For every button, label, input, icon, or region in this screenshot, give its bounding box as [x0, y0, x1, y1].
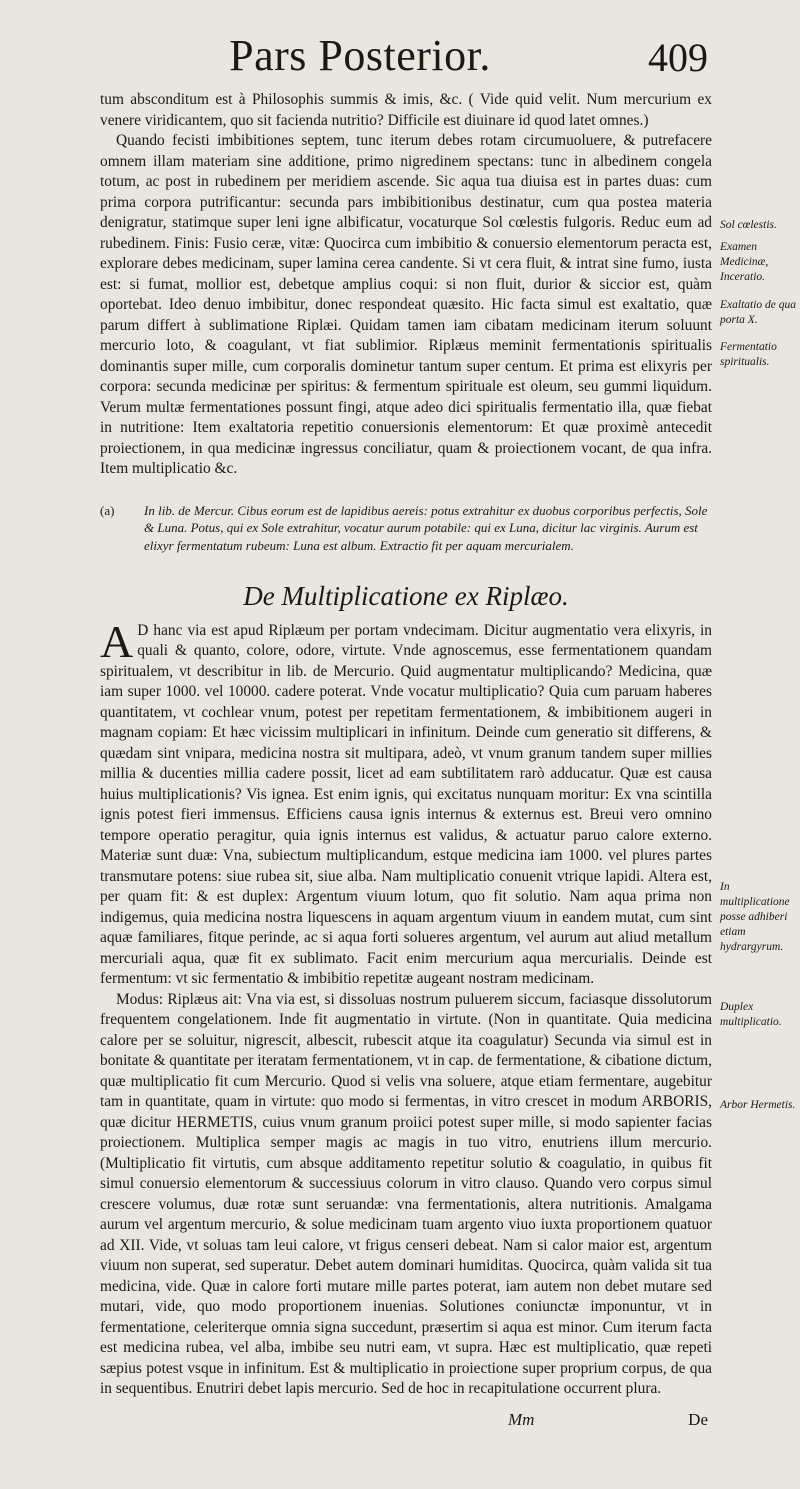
- margin-note-examen: Examen Medicinæ, Inceratio.: [720, 241, 769, 283]
- margin-note-duplex: Duplex multiplicatio.: [720, 1001, 782, 1028]
- signature-mark: Mm: [508, 1410, 535, 1429]
- margin-note-fermentatio: Fermentatio spiritualis.: [720, 341, 777, 368]
- footnote-mark: (a): [100, 502, 115, 518]
- paragraph-1: tum absconditum est à Philosophis summis & imis, &c. ( Vide quid velit. Num mercurium ex venere viridicantem, quo sit facienda nutritio? Difficile est diuinare id quod latet omnes.): [100, 91, 712, 129]
- paragraph-3-text: D hanc via est apud Riplæum per portam vndecimam. Dicitur augmentatio vera elixyris, in quali & quanto, colore, odore, virtute. Vnde agnoscemus, esse fermentationem quandam spiritualem, vt describitur in lib. de Mercurio. Quid augmentatur multiplicando? Medicina, quæ iam super 1000. vel 10000. cadere poterat. Vnde vocatur multiplicatio? Quia cum paruam haberes quantitatem, vt cochlear vnum, potest per repetitam fermentationem, & imbibitionem augeri in magnam copiam: Et hæc vicissim multiplicari in infinitum. Deinde cum generatio sit differens, & quædam sint vnipara, medicina nostra sit multipara, adeò, vt vnum granum tandem super millies millia & ducenties millia cadere possit, licet ad eam subtilitatem rarò adducatur. Quæ est causa huius multiplicationis? Vis ignea. Est enim ignis, qui excitatus nunquam moritur: Ex vna scintilla ignis potest fieri immensus. Efficiens causa ignis internus & externus est. Breui vero omnino tempore operatio peragitur, quia ignis internus est validus, & actuatur paruo calore externo. Materiæ sunt duæ: Vna, subiectum multiplicandum, estque medicina iam 1000. vel plures partes transmutare potens: siue rubea sit, siue alba. Nam multiplicatio conuenit vtrique lapidi. Altera est, per quam fit: & est duplex: Argentum viuum lotum, quo fit solutio. Nam aqua prima non indigemus, quia medicina nostra liquescens in aquam argentum viuum in eandem mutat, cum sint aquæ familiares, fitque perinde, ac si aqua forti solueres argentum, vel aurum aut aliud metallum mercuriali aqua, quæ fit ex sublimato. Facit enim mercurium aqua mercurialis. Deinde est fermentum: vt sic fermentatio & imbibitio repetitæ augeant nostram medicinam.: [100, 621, 712, 987]
- footnote-text: In lib. de Mercur. Cibus eorum est de lapidibus aereis: potus extrahitur ex duobus corporibus perfectis, Sole & Luna. Potus, qui ex Sole extrahitur, vocatur aurum potabile: qui ex Luna, dicitur lac virginis. Aurum est elixyr fermentatum rubeum: Luna est album. Extractio fit per aquam mercurialem.: [144, 502, 708, 553]
- margin-note-exaltatio: Exaltatio de qua porta X.: [720, 299, 797, 326]
- running-head-title: Pars Posterior.: [229, 31, 491, 80]
- paragraph-2: Quando fecisti imbibitiones septem, tunc iterum debes rotam circumuoluere, & putrefacere omnem illam materiam sine additione, primo nigredinem spectans: tunc in albedinem congela totum, ac post in rubedinem per meridiem ascende. Sic aqua tua diuisa est in partes duas: cum prima corpora putrificantur: secunda pars imbibitionibus destinatur, cum qua postea materia denigratur, statimque super leni igne albificatur, vocaturque Sol cœlestis fulgoris. Reduc eum ad rubedinem. Finis: Fusio ceræ, vitæ: Quocirca cum imbibitio & conuersio elementorum peracta est, explorare debes medicinam, super lamina cerea candente. Si vt cera fluit, & intrat sine fumo, iusta est: si fumat, mollior est, debetque amplius coqui: si non fluit, durior & siccior est, quàm oportebat. Ideo denuo imbibitur, donec respondeat quæsito. Hic facta simul est exaltatio, quæ parum differt à sublimatione Riplæi. Quidam tamen iam cibatam medicinam iterum soluunt mercurio loto, & coagulant, vt fiat sublimior. Riplæus meminit fermentationis spiritualis dominantis super mille, cum corporalis dominetur tantum super centum. Et prima est elixyris per corpora: secunda medicinæ per spiritus: & fermentum spirituale est oleum, seu gummi liquidum. Verum multæ fermentationes possunt fingi, atque adeo dici spiritualis fermentatio illa, quæ fiebat in nutritione: Item exaltatoria repetitio conuersionis elementorum: Et quæ proximè antecedit proiectionem, in qua medicinæ ingressus conciliatur, quam & proiectionem vocant, de qua infra. Item multiplicatio &c.: [100, 132, 712, 477]
- margin-note-sol: Sol cœlestis.: [720, 219, 777, 231]
- footnote: [100, 502, 712, 555]
- catchword: De: [688, 1410, 708, 1429]
- page-number: 409: [648, 35, 708, 80]
- paragraph-3: [100, 615, 712, 990]
- margin-note-hydrargyrum: In multiplicatione posse adhiberi etiam hydrargyrum.: [720, 881, 790, 953]
- paragraph-4: Modus: Riplæus ait: Vna via est, si dissoluas nostrum puluerem siccum, faciasque dissolutorum frequentem congelationem. Inde fit augmentatio in virtute. (Non in quantitate. Quia medicina calore per se soluitur, nigrescit, albescit, rubescit atque ita coagulatur) Secunda via simul est in bonitate & quantitate per iteratam fermentationem, vt in cap. de fermentatione, & cibatione dictum, quæ multiplicatio fit cum Mercurio. Quod si velis vna soluere, atque etiam fermentare, augebitur tam in quantitate, quam in virtute: quo modo si fermentas, in vitro crescet in modum ARBORIS, quæ dicitur HERMETIS, cuius vnum granum proiici potest super mille, si modo sapienter facias proiectionem. Multiplica semper magis ac magis in tuo vitro, enutriens illum mercurio. (Multiplicatio fit virtutis, cum absque additamento repetitur solutio & coagulatio, in quibus fit simul conuersio elementorum & successiuus colorum in vitro clauso. Quando vero corpus simul crescere volumus, duæ rotæ sunt seruandæ: vna fermentationis, altera nutritionis. Amalgama aurum vel argentum mercurio, & solue medicinam tuam argento viuo iuxta proportionem quatuor ad XII. Vide, vt soluas tam leui calore, vt frigus censeri debeat. Nam si calor maior est, argentum viuum non superat, sed superatur. Debet autem dominari humiditas. Quocirca, quàm valida sit tua medicina, vide. Quæ in calore forti mutare mille partes poterat, iam autem non debet mutare sed mutari, vide, quo modo proportionem inuenias. Solutiones coniunctæ imponuntur, vt in fermentatione, celeriterque omnia signa succedunt, præsertim si aqua est minor. Cum iterum facta est medicina rubea, vel alba, imbibe seu nutri eam, vt supra. Hæc est multiplicatio, quæ repeti sæpius potest vsque in infinitum. Est & multiplicatio in proiectione super proprium corpus, de qua in sequentibus. Enutriri debet lapis mercurio. Sed de hoc in recapitulatione occurrent plura.: [100, 990, 712, 1397]
- section-title: De Multiplicatione ex Riplæo.: [243, 581, 569, 611]
- drop-cap: A: [100, 615, 134, 667]
- main-text-block: [100, 90, 712, 1400]
- margin-note-arbor: Arbor Hermetis.: [720, 1099, 796, 1111]
